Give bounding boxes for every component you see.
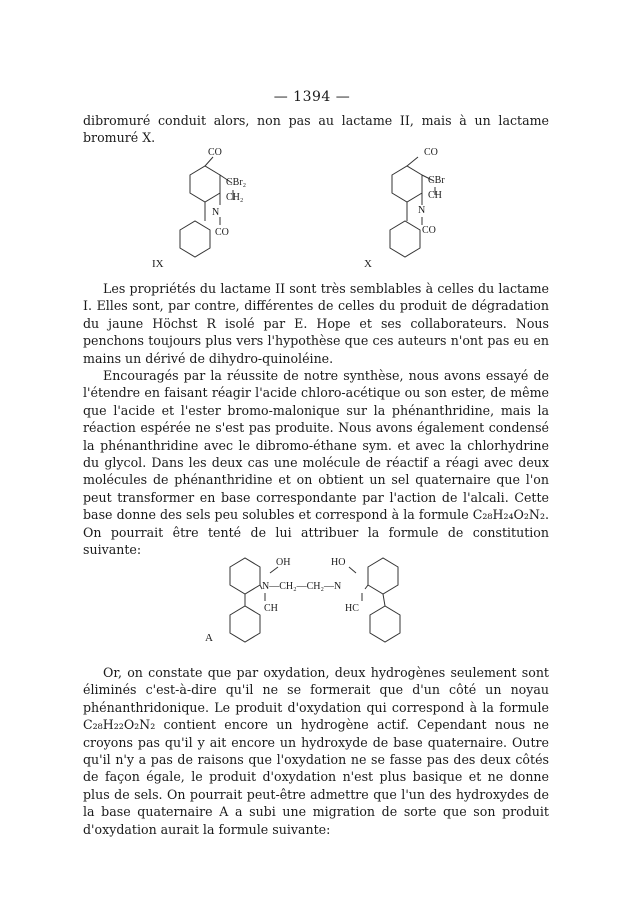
- structure-a: [205, 557, 400, 644]
- a-ch: CH: [264, 603, 278, 614]
- a-hc: HC: [345, 603, 359, 614]
- paragraph: Les propriétés du lactame II sont très semblables à celles du lactame I. Elles sont, par contre, différentes de celles du produit de dégradation du jaune Höchst R isolé par E. Hope et ses collaborateurs. Nous penchons toujours plus vers l'hypothèse que ces auteurs n'ont pas eu en mains un dérivé de dihydro-quinoléine.: [83, 281, 549, 366]
- paragraph: Encouragés par la réussite de notre synthèse, nous avons essayé de l'étendre en faisant réagir l'acide chloro-acétique ou son ester, de même que l'acide et l'ester bromo-malonique sur la phénanthridine, mais la réaction espérée ne s'est pas produite. Nous avons également condensé la phénanthridine avec le dibromo-éthane sym. et avec la chlorhydrine du glycol. Dans les deux cas une molécule de réactif a réagi avec deux molécules de phénanthridine et on obtient un sel quaternaire que l'on peut transformer en base correspondante par l'action de l'alcali. Cette base donne des sels peu solubles et correspond à la formule C₂₈H₂₄O₂N₂. On pourrait être tenté de lui attribuer la formule de constitution suivante:: [83, 368, 549, 558]
- structure-x: [364, 147, 445, 270]
- opening-text: [83, 112, 549, 147]
- structure-ix: [152, 147, 246, 270]
- page-number: — 1394 —: [273, 89, 351, 105]
- ix-label: IX: [152, 258, 164, 270]
- x-cbr: CBr: [428, 175, 445, 186]
- x-label: X: [364, 258, 372, 270]
- paragraph: Or, on constate que par oxydation, deux hydrogènes seulement sont éliminés c'est-à-dire qu'il ne se formerait que d'un côté un noyau phénanthridonique. Le produit d'oxydation qui correspond à la formule C₂₈H₂₂O₂N₂ contient encore un hydrogène actif. Cependant nous ne croyons pas qu'il y ait encore un hydroxyde de base quaternaire. Outre qu'il n'y a pas de raisons que l'oxydation ne se fasse pas des deux côtés de façon égale, le produit d'oxydation n'est plus basique et ne donne plus de sels. On pourrait peut-être admettre que l'un des hydroxydes de la base quaternaire A a subi une migration de sorte que son produit d'oxydation aurait la formule suivante:: [83, 665, 549, 837]
- x-ch: CH: [428, 190, 442, 201]
- a-label: A: [205, 632, 213, 644]
- paragraph-continuation: dibromuré conduit alors, non pas au lactame II, mais à un lactame bromuré X.: [83, 113, 549, 146]
- a-ho: HO: [331, 557, 346, 568]
- x-co-bottom: CO: [422, 225, 436, 236]
- x-n: N: [418, 205, 426, 216]
- chemical-structure-a: [0, 545, 624, 655]
- ix-co-bottom: CO: [215, 227, 229, 238]
- ix-cbr2: CBr₂: [226, 177, 247, 188]
- body-text-2: [83, 664, 549, 838]
- x-co-top: CO: [424, 147, 438, 158]
- chemical-structures-ix-x: [0, 145, 624, 275]
- a-bridge: N—CH₂—CH₂—N: [262, 581, 342, 592]
- ix-ch2: CH₂: [226, 192, 244, 203]
- ix-co-top: CO: [208, 147, 222, 158]
- body-text-1: [83, 280, 549, 559]
- a-oh: OH: [276, 557, 291, 568]
- ix-n: N: [212, 207, 220, 218]
